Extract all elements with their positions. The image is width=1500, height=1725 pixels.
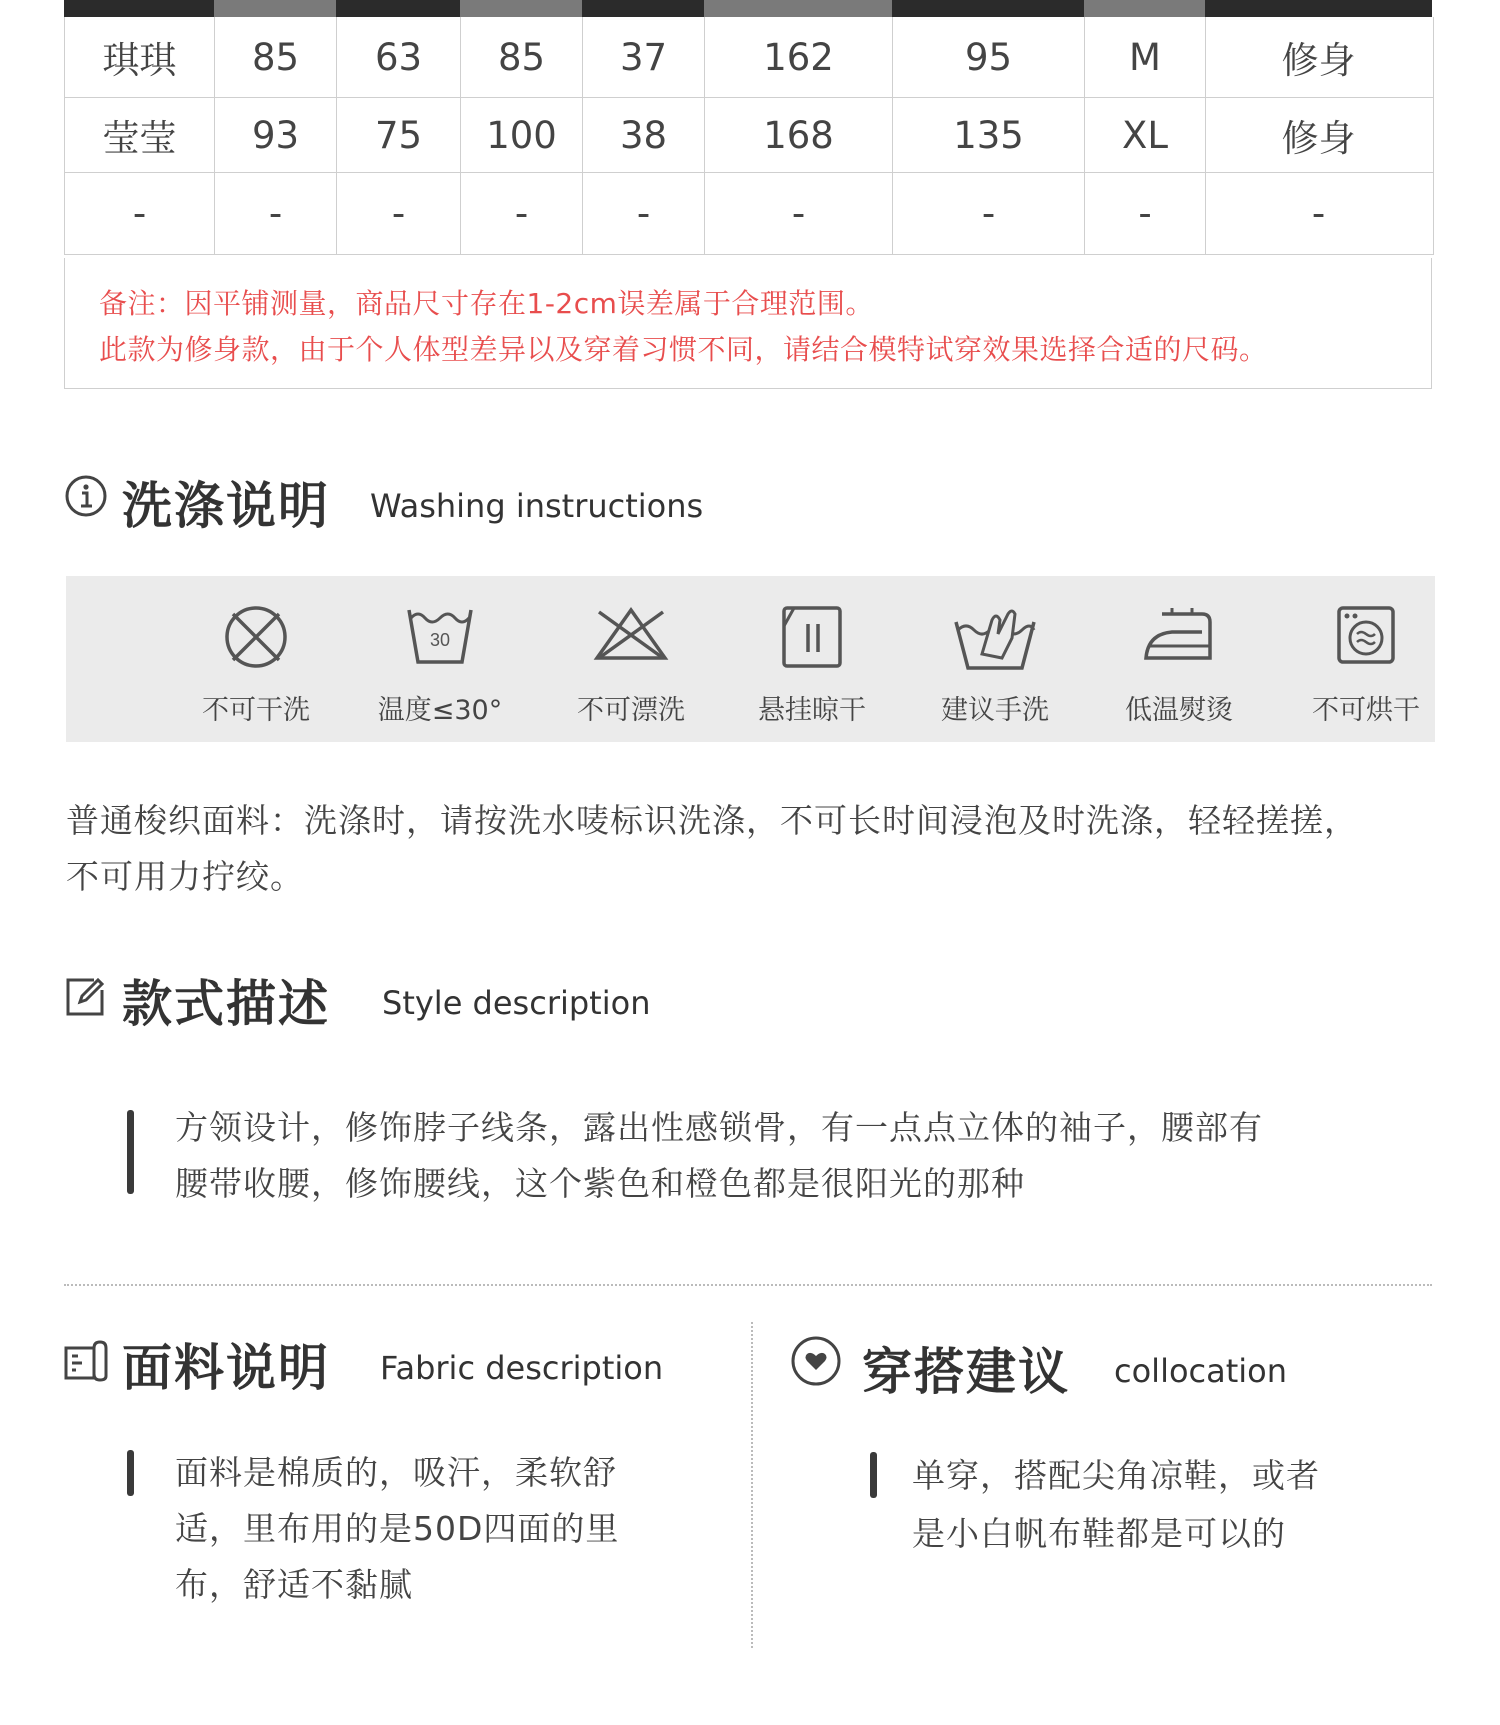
wash-item-label: 温度≤30° — [377, 695, 503, 726]
heart-icon — [790, 1335, 842, 1387]
style-text-line: 方领设计，修饰脖子线条，露出性感锁骨，有一点点立体的袖子，腰部有 — [175, 1108, 1263, 1147]
table-cell: 135 — [893, 98, 1085, 172]
table-cell: 85 — [215, 17, 337, 97]
no-bleach-icon — [591, 604, 671, 666]
table-cell: - — [583, 173, 705, 254]
table-cell: - — [1311, 192, 1326, 235]
table-cell: 162 — [705, 17, 893, 97]
fabric-text-line: 面料是棉质的，吸汗，柔软舒 — [175, 1453, 617, 1492]
washing-text-line: 普通梭织面料：洗涤时，请按洗水唛标识洗涤，不可长时间浸泡及时洗涤，轻轻搓搓， — [66, 801, 1358, 840]
collocation-title-en: collocation — [1114, 1352, 1288, 1390]
collocation-text-line: 单穿，搭配尖角凉鞋，或者 — [912, 1456, 1320, 1495]
washing-title-en: Washing instructions — [370, 487, 704, 525]
model-name-cell: 琪琪 — [65, 17, 215, 97]
wash-item-label: 悬挂晾干 — [758, 695, 866, 726]
wash-item-label: 低温熨烫 — [1125, 695, 1233, 726]
fabric-text-line: 适，里布用的是50D四面的里 — [175, 1509, 620, 1548]
table-cell: - — [705, 173, 893, 254]
table-cell: 168 — [705, 98, 893, 172]
wash-item — [1281, 576, 1451, 742]
wash-temp-value: 30 — [429, 630, 451, 650]
low-iron-icon — [1142, 604, 1216, 666]
no-tumble-dry-icon — [1335, 604, 1397, 666]
wash-item-label: 不可干洗 — [202, 695, 310, 726]
size-table-grid — [64, 17, 1434, 255]
wash-item-label: 不可漂洗 — [577, 695, 685, 726]
table-cell: M — [1085, 17, 1206, 97]
table-cell: - — [1085, 173, 1206, 254]
fabric-text-line: 布，舒适不黏腻 — [175, 1565, 413, 1604]
collocation-text-line: 是小白帆布鞋都是可以的 — [912, 1514, 1286, 1553]
fabric-title-en: Fabric description — [380, 1349, 664, 1387]
quote-bar — [870, 1452, 877, 1498]
style-title: 款式描述 — [122, 975, 330, 1033]
wash-item — [727, 576, 897, 742]
wash-30-icon — [405, 604, 475, 670]
table-header-strip — [64, 0, 1432, 17]
model-name-cell: 莹莹 — [65, 98, 215, 172]
column-divider — [751, 1322, 753, 1648]
wash-item — [171, 576, 341, 742]
table-cell: - — [215, 173, 337, 254]
table-cell: 75 — [337, 98, 461, 172]
hang-dry-icon — [780, 604, 844, 670]
wash-item — [1094, 576, 1264, 742]
table-cell: - — [893, 173, 1085, 254]
table-cell: 93 — [215, 98, 337, 172]
wash-item-label: 不可烘干 — [1312, 695, 1420, 726]
hand-wash-icon — [952, 604, 1038, 674]
table-cell: 37 — [583, 17, 705, 97]
washing-icons-band — [66, 576, 1435, 742]
model-name-cell: - — [65, 173, 215, 254]
table-row — [65, 98, 1433, 173]
section-divider — [64, 1284, 1432, 1286]
collocation-title: 穿搭建议 — [862, 1343, 1070, 1401]
table-cell: - — [337, 173, 461, 254]
no-dry-clean-icon — [223, 604, 289, 670]
table-cell: 63 — [337, 17, 461, 97]
table-cell: - — [461, 173, 583, 254]
table-row — [65, 173, 1433, 255]
edit-icon — [64, 976, 106, 1018]
wash-item — [546, 576, 716, 742]
table-cell: 修身 — [1281, 39, 1356, 82]
style-text-line: 腰带收腰，修饰腰线，这个紫色和橙色都是很阳光的那种 — [175, 1164, 1025, 1203]
wash-item-label: 建议手洗 — [941, 695, 1049, 726]
style-title-en: Style description — [382, 984, 651, 1022]
wash-item — [910, 576, 1080, 742]
fabric-title: 面料说明 — [122, 1339, 330, 1397]
table-cell: XL — [1085, 98, 1206, 172]
table-cell: 85 — [461, 17, 583, 97]
info-icon — [64, 474, 108, 518]
size-notes — [64, 258, 1432, 389]
fabric-icon — [62, 1338, 108, 1384]
washing-title: 洗涤说明 — [122, 477, 330, 535]
table-cell: 38 — [583, 98, 705, 172]
washing-text-line: 不可用力拧绞。 — [66, 857, 304, 896]
table-cell: 修身 — [1281, 117, 1356, 160]
quote-bar — [127, 1110, 134, 1194]
table-cell: 95 — [893, 17, 1085, 97]
quote-bar — [127, 1450, 134, 1496]
table-cell: 100 — [461, 98, 583, 172]
table-row — [65, 17, 1433, 98]
wash-item — [355, 576, 525, 742]
size-note-line: 此款为修身款，由于个人体型差异以及穿着习惯不同，请结合模特试穿效果选择合适的尺码。 — [99, 333, 1268, 366]
size-note-line: 备注：因平铺测量，商品尺寸存在1-2cm误差属于合理范围。 — [99, 287, 874, 320]
